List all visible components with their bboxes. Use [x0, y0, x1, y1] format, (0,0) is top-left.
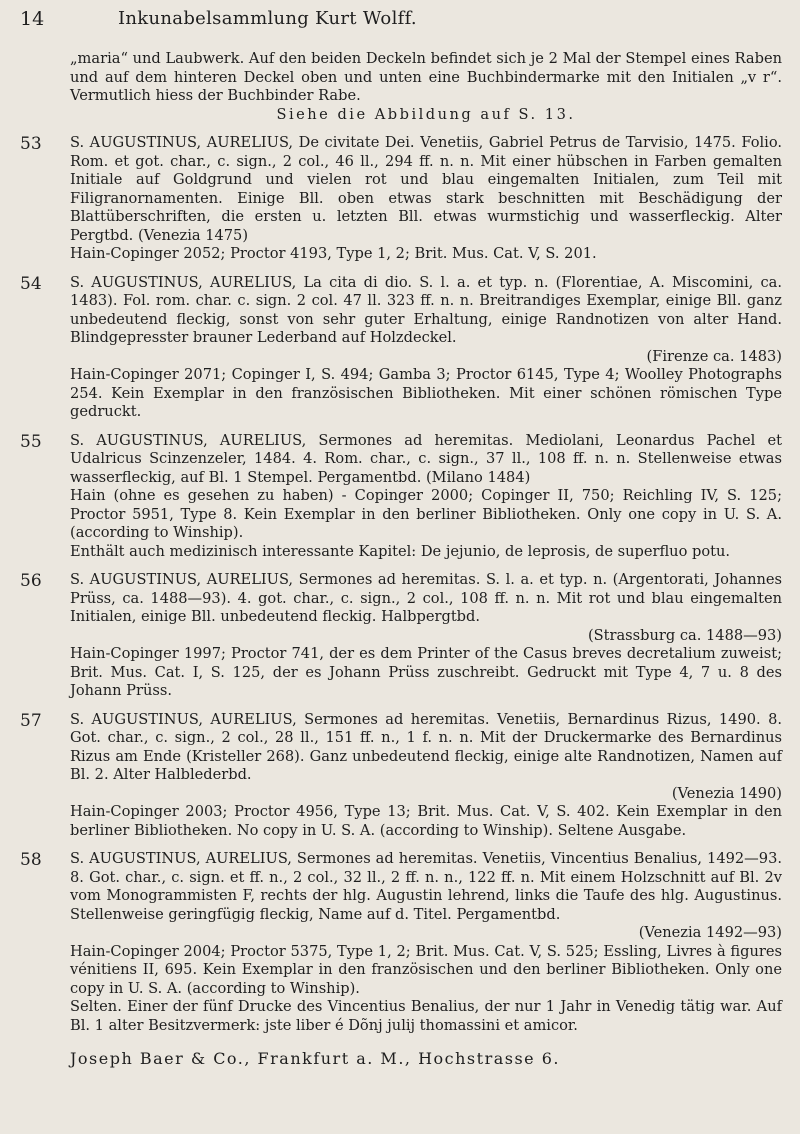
entry-references: Hain-Copinger 2052; Proctor 4193, Type 1, 2; Brit. Mus. Cat. V, S. 201.: [70, 245, 597, 262]
entry-description: S. AUGUSTINUS, AURELIUS, La cita di dio. S. l. a. et typ. n. (Florentiae, A. Miscomini, ca. 1483). Fol. rom. char. c. sign. 2 col. 47 ll. 323 ff. n. n. Breitrandiges Exemplar, einige Bll. ganz unbedeutend fleckig, sonst von sehr guter Erhaltung, einige Randnotizen von alter Hand. Blindgepresster brauner Lederband auf Holzdeckel.: [70, 273, 782, 346]
catalog-entry-54: [0, 274, 800, 422]
entry-description: S. AUGUSTINUS, AURELIUS, Sermones ad heremitas. Venetiis, Vincentius Benalius, 1492—93. 8. Got. char., c. sign. et ff. n., 2 col., 32 ll., 2 ff. n. n., 122 ff. n. Mit einem Holzschnitt auf Bl. 2v vom Monogrammisten F, rechts der hlg. Augustin lehrend, links die Taufe des hlg. Augustinus. Stellenweise geringfügig fleckig, Name auf d. Titel. Pergamentbd.: [70, 850, 782, 923]
entry-note: Enthält auch medizinisch interessante Kapitel: De jejunio, de leprosis, de superfluo potu.: [70, 542, 731, 560]
entry-references: Hain-Copinger 1997; Proctor 741, der es dem Printer of the Casus breves decretalium zuweist; Brit. Mus. Cat. I, S. 125, der es Johann Prüss zuschreibt. Gedruckt mit Type 4, 7 u. 8 des Johann Prüss.: [70, 645, 782, 699]
page-number: 14: [20, 8, 45, 30]
catalog-entry-58: [0, 850, 800, 1035]
catalog-entry-56: [0, 571, 800, 701]
entry-description: S. AUGUSTINUS, AURELIUS, Sermones ad heremitas. Mediolani, Leonardus Pachel et Udalricus Scinzenzeler, 1484. 4. Rom. char., c. sign., 37 ll., 108 ff. n. n. Stellenweise etwas wasserfleckig, auf Bl. 1 Stempel. Pergamentbd. (Milano 1484): [70, 431, 782, 486]
entry-number: 58: [20, 850, 42, 870]
entry-references: Hain-Copinger 2003; Proctor 4956, Type 13; Brit. Mus. Cat. V, S. 402. Kein Exemplar in den berliner Bibliotheken. No copy in U. S. A. (according to Winship). Seltene Ausgabe.: [70, 803, 782, 839]
entry-number: 55: [20, 431, 42, 452]
catalog-entry-55: [0, 432, 800, 562]
entry-description: S. AUGUSTINUS, AURELIUS, Sermones ad heremitas. S. l. a. et typ. n. (Argentorati, Johannes Prüss, ca. 1488—93). 4. got. char., c. sign., 2 col., 108 ff. n. n. Mit rot und blau eingemalten Initialen, einige Bll. unbedeutend fleckig. Halbpergtbd.: [70, 571, 782, 625]
entry-number: 53: [20, 134, 42, 154]
running-title: Inkunabelsammlung Kurt Wolff.: [118, 8, 417, 29]
catalog-entry-53: [0, 134, 800, 264]
entry-place: (Firenze ca. 1483): [646, 347, 782, 365]
entry-number: 54: [20, 273, 42, 294]
entry-number: 56: [20, 571, 42, 591]
entry-description: S. AUGUSTINUS, AURELIUS, De civitate Dei. Venetiis, Gabriel Petrus de Tarvisio, 1475. Folio. Rom. et got. char., c. sign., 2 col., 46 ll., 294 ff. n. n. Mit einer hübschen in Farben gemalten Initiale auf Goldgrund und vielen rot und blau eingemalten Initialen, zum Teil mit Filigranornamenten. Einige Bll. oben etwas stark beschnitten mit Beschädigung der Blattüberschriften, die ersten u. letzten Bll. etwas wurmstichig und wasserfleckig. Alter Pergtbd. (Venezia 1475): [70, 134, 782, 244]
intro-text: „maria“ und Laubwerk. Auf den beiden Deckeln befindet sich je 2 Mal der Stempel eines Raben und auf dem hinteren Deckel oben und unten eine Buchbindermarke mit den Initialen „v r“. Vermutlich hiess der Buchbinder Rabe.: [70, 50, 782, 104]
entry-references: Hain (ohne es gesehen zu haben) - Copinger 2000; Copinger II, 750; Reichling IV, S. 125; Proctor 5951, Type 8. Kein Exemplar in den berliner Bibliotheken. Only one copy in U. S. A. (according to Winship).: [70, 487, 782, 541]
entry-number: 57: [20, 710, 42, 731]
page-header: [0, 8, 800, 44]
entry-note: Selten. Einer der fünf Drucke des Vincentius Benalius, der nur 1 Jahr in Venedig tätig war. Auf Bl. 1 alter Besitzvermerk: jste liber é Dõnj julij thomassini et amicor.: [70, 998, 782, 1034]
intro-block: [70, 50, 782, 124]
entry-references: Hain-Copinger 2071; Copinger I, S. 494; Gamba 3; Proctor 6145, Type 4; Woolley Photographs 254. Kein Exemplar in den französischen Bibliotheken. Mit einer schönen römischen Type gedruckt.: [70, 366, 782, 420]
entry-place: (Strassburg ca. 1488—93): [587, 626, 782, 644]
entry-description: S. AUGUSTINUS, AURELIUS, Sermones ad heremitas. Venetiis, Bernardinus Rizus, 1490. 8. Got. char., c. sign., 2 col., 28 ll., 151 ff. n., 1 f. n. n. Mit der Druckermarke des Bernardinus Rizus am Ende (Kristeller 268). Ganz unbedeutend fleckig, einige alte Randnotizen, Namen auf Bl. 2. Alter Halblederbd.: [70, 710, 782, 783]
figure-note: Siehe die Abbildung auf S. 13.: [276, 105, 576, 123]
entry-references: Hain-Copinger 2004; Proctor 5375, Type 1, 2; Brit. Mus. Cat. V, S. 525; Essling, Livres à figures vénitiens II, 695. Kein Exemplar in den französischen und den berliner Bibliotheken. Only one copy in U. S. A. (according to Winship).: [70, 942, 782, 997]
publisher-footer: Joseph Baer & Co., Frankfurt a. M., Hochstrasse 6.: [70, 1049, 560, 1068]
entry-place: (Venezia 1492—93): [638, 924, 782, 941]
page-body: [0, 50, 800, 1068]
entry-place: (Venezia 1490): [671, 784, 782, 802]
catalog-entry-57: [0, 711, 800, 841]
